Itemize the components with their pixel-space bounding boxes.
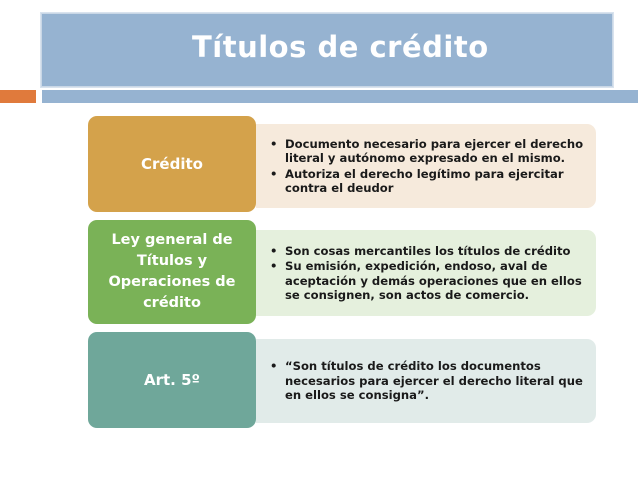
bullet-icon: • xyxy=(270,136,278,151)
bullet-icon: • xyxy=(270,243,278,258)
slide-title: Títulos de crédito xyxy=(192,30,489,64)
bullet-icon: • xyxy=(270,359,278,374)
row-content xyxy=(256,230,596,316)
bullet-item: • Documento necesario para ejercer el derecho literal y autónomo expresado en el mismo. xyxy=(270,136,584,165)
accent-bar-orange xyxy=(0,90,36,103)
bullet-icon: • xyxy=(270,259,278,273)
accent-bar-blue xyxy=(42,90,638,103)
row-label: Crédito xyxy=(88,116,256,212)
row-label: Ley general de Títulos y Operaciones de crédito xyxy=(88,220,256,324)
row-content xyxy=(256,339,596,423)
bullet-item: • Autoriza el derecho legítimo para ejercitar contra el deudor xyxy=(270,166,564,195)
bullet-item: • Su emisión, expedición, endoso, aval de aceptación y demás operaciones que en ellos se consignen, son actos de comercio. xyxy=(270,259,582,302)
bullet-item: • “Son títulos de crédito los documentos necesarios para ejercer el derecho literal que en ellos se consigna”. xyxy=(270,359,583,403)
row-label: Art. 5º xyxy=(88,332,256,428)
bullet-icon: • xyxy=(270,166,278,181)
row-content xyxy=(256,124,596,208)
bullet-item: • Son cosas mercantiles los títulos de crédito xyxy=(270,243,571,258)
